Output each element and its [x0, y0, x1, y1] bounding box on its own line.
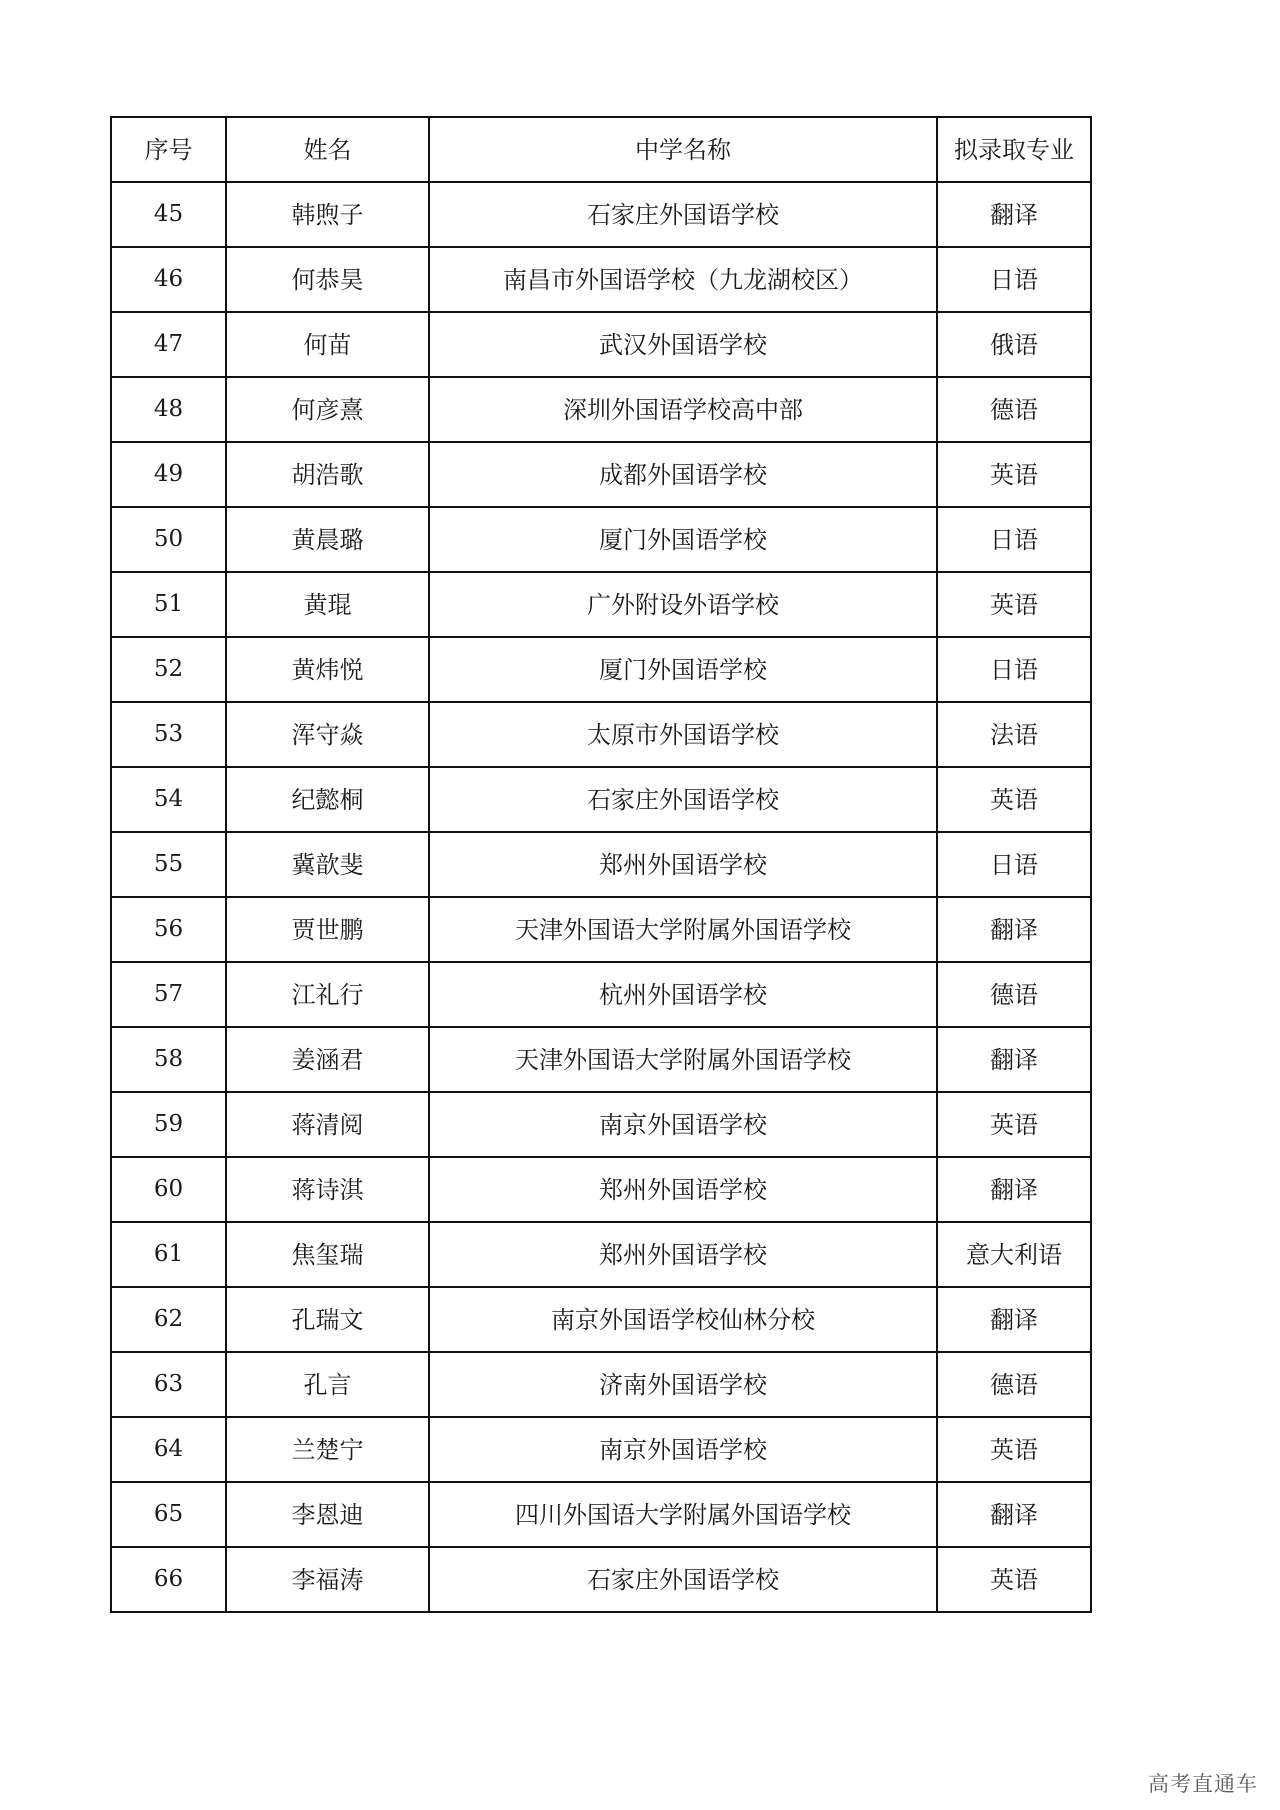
serial-number-cell: 59: [111, 1092, 226, 1157]
header-serial-number: 序号: [111, 117, 226, 182]
header-name: 姓名: [226, 117, 429, 182]
student-name-cell: 黄晨璐: [226, 507, 429, 572]
serial-number-cell: 48: [111, 377, 226, 442]
header-school-name: 中学名称: [429, 117, 937, 182]
admission-roster-table: [110, 116, 1092, 1613]
student-name-cell: 何恭昊: [226, 247, 429, 312]
serial-number-cell: 63: [111, 1352, 226, 1417]
student-name-cell: 浑守焱: [226, 702, 429, 767]
serial-number-cell: 54: [111, 767, 226, 832]
table-row: [111, 247, 1091, 312]
table-row: [111, 1352, 1091, 1417]
admitted-major-cell: 意大利语: [937, 1222, 1091, 1287]
student-name-cell: 何彦熹: [226, 377, 429, 442]
serial-number-cell: 53: [111, 702, 226, 767]
header-admitted-major: 拟录取专业: [937, 117, 1091, 182]
school-name-cell: 杭州外国语学校: [429, 962, 937, 1027]
student-name-cell: 胡浩歌: [226, 442, 429, 507]
school-name-cell: 济南外国语学校: [429, 1352, 937, 1417]
table-row: [111, 572, 1091, 637]
serial-number-cell: 46: [111, 247, 226, 312]
school-name-cell: 南京外国语学校: [429, 1092, 937, 1157]
table-row: [111, 897, 1091, 962]
admitted-major-cell: 英语: [937, 1547, 1091, 1612]
table-row: [111, 1027, 1091, 1092]
serial-number-cell: 65: [111, 1482, 226, 1547]
school-name-cell: 南京外国语学校仙林分校: [429, 1287, 937, 1352]
table-row: [111, 637, 1091, 702]
table-row: [111, 507, 1091, 572]
table-row: [111, 377, 1091, 442]
school-name-cell: 石家庄外国语学校: [429, 767, 937, 832]
school-name-cell: 厦门外国语学校: [429, 637, 937, 702]
school-name-cell: 深圳外国语学校高中部: [429, 377, 937, 442]
serial-number-cell: 61: [111, 1222, 226, 1287]
admitted-major-cell: 德语: [937, 1352, 1091, 1417]
student-name-cell: 黄琨: [226, 572, 429, 637]
school-name-cell: 郑州外国语学校: [429, 1157, 937, 1222]
student-name-cell: 冀歆斐: [226, 832, 429, 897]
serial-number-cell: 55: [111, 832, 226, 897]
admitted-major-cell: 日语: [937, 832, 1091, 897]
admitted-major-cell: 翻译: [937, 1482, 1091, 1547]
school-name-cell: 四川外国语大学附属外国语学校: [429, 1482, 937, 1547]
student-name-cell: 贾世鹏: [226, 897, 429, 962]
admitted-major-cell: 翻译: [937, 1287, 1091, 1352]
student-name-cell: 焦玺瑞: [226, 1222, 429, 1287]
admitted-major-cell: 德语: [937, 962, 1091, 1027]
student-name-cell: 蒋诗淇: [226, 1157, 429, 1222]
school-name-cell: 太原市外国语学校: [429, 702, 937, 767]
serial-number-cell: 62: [111, 1287, 226, 1352]
watermark-text: 高考直通车: [1148, 1772, 1258, 1796]
student-name-cell: 李恩迪: [226, 1482, 429, 1547]
student-name-cell: 孔瑞文: [226, 1287, 429, 1352]
school-name-cell: 天津外国语大学附属外国语学校: [429, 897, 937, 962]
school-name-cell: 南昌市外国语学校（九龙湖校区）: [429, 247, 937, 312]
serial-number-cell: 60: [111, 1157, 226, 1222]
serial-number-cell: 50: [111, 507, 226, 572]
table-row: [111, 767, 1091, 832]
table-row: [111, 182, 1091, 247]
table-body: [111, 182, 1091, 1612]
admitted-major-cell: 英语: [937, 442, 1091, 507]
table-row: [111, 1092, 1091, 1157]
student-name-cell: 蒋清阅: [226, 1092, 429, 1157]
serial-number-cell: 52: [111, 637, 226, 702]
school-name-cell: 石家庄外国语学校: [429, 1547, 937, 1612]
admitted-major-cell: 翻译: [937, 1157, 1091, 1222]
school-name-cell: 郑州外国语学校: [429, 832, 937, 897]
serial-number-cell: 45: [111, 182, 226, 247]
school-name-cell: 南京外国语学校: [429, 1417, 937, 1482]
table-row: [111, 1547, 1091, 1612]
table-row: [111, 702, 1091, 767]
serial-number-cell: 64: [111, 1417, 226, 1482]
table-row: [111, 1157, 1091, 1222]
serial-number-cell: 56: [111, 897, 226, 962]
table-row: [111, 1417, 1091, 1482]
student-name-cell: 江礼行: [226, 962, 429, 1027]
school-name-cell: 石家庄外国语学校: [429, 182, 937, 247]
school-name-cell: 郑州外国语学校: [429, 1222, 937, 1287]
table-row: [111, 832, 1091, 897]
school-name-cell: 成都外国语学校: [429, 442, 937, 507]
serial-number-cell: 51: [111, 572, 226, 637]
student-name-cell: 黄炜悦: [226, 637, 429, 702]
table-header-row: [111, 117, 1091, 182]
school-name-cell: 厦门外国语学校: [429, 507, 937, 572]
table-row: [111, 962, 1091, 1027]
serial-number-cell: 66: [111, 1547, 226, 1612]
serial-number-cell: 47: [111, 312, 226, 377]
student-name-cell: 兰楚宁: [226, 1417, 429, 1482]
admitted-major-cell: 日语: [937, 507, 1091, 572]
serial-number-cell: 58: [111, 1027, 226, 1092]
student-name-cell: 孔言: [226, 1352, 429, 1417]
table-row: [111, 1482, 1091, 1547]
student-name-cell: 纪懿桐: [226, 767, 429, 832]
serial-number-cell: 49: [111, 442, 226, 507]
admitted-major-cell: 英语: [937, 1092, 1091, 1157]
school-name-cell: 天津外国语大学附属外国语学校: [429, 1027, 937, 1092]
student-name-cell: 何苗: [226, 312, 429, 377]
student-name-cell: 李福涛: [226, 1547, 429, 1612]
admitted-major-cell: 英语: [937, 767, 1091, 832]
admitted-major-cell: 日语: [937, 637, 1091, 702]
table-row: [111, 1222, 1091, 1287]
table-row: [111, 1287, 1091, 1352]
admitted-major-cell: 德语: [937, 377, 1091, 442]
student-name-cell: 韩煦子: [226, 182, 429, 247]
admitted-major-cell: 英语: [937, 1417, 1091, 1482]
admitted-major-cell: 翻译: [937, 1027, 1091, 1092]
table-row: [111, 312, 1091, 377]
table-row: [111, 442, 1091, 507]
admitted-major-cell: 俄语: [937, 312, 1091, 377]
school-name-cell: 广外附设外语学校: [429, 572, 937, 637]
admitted-major-cell: 日语: [937, 247, 1091, 312]
school-name-cell: 武汉外国语学校: [429, 312, 937, 377]
student-name-cell: 姜涵君: [226, 1027, 429, 1092]
admitted-major-cell: 英语: [937, 572, 1091, 637]
serial-number-cell: 57: [111, 962, 226, 1027]
admitted-major-cell: 翻译: [937, 182, 1091, 247]
admitted-major-cell: 翻译: [937, 897, 1091, 962]
admitted-major-cell: 法语: [937, 702, 1091, 767]
